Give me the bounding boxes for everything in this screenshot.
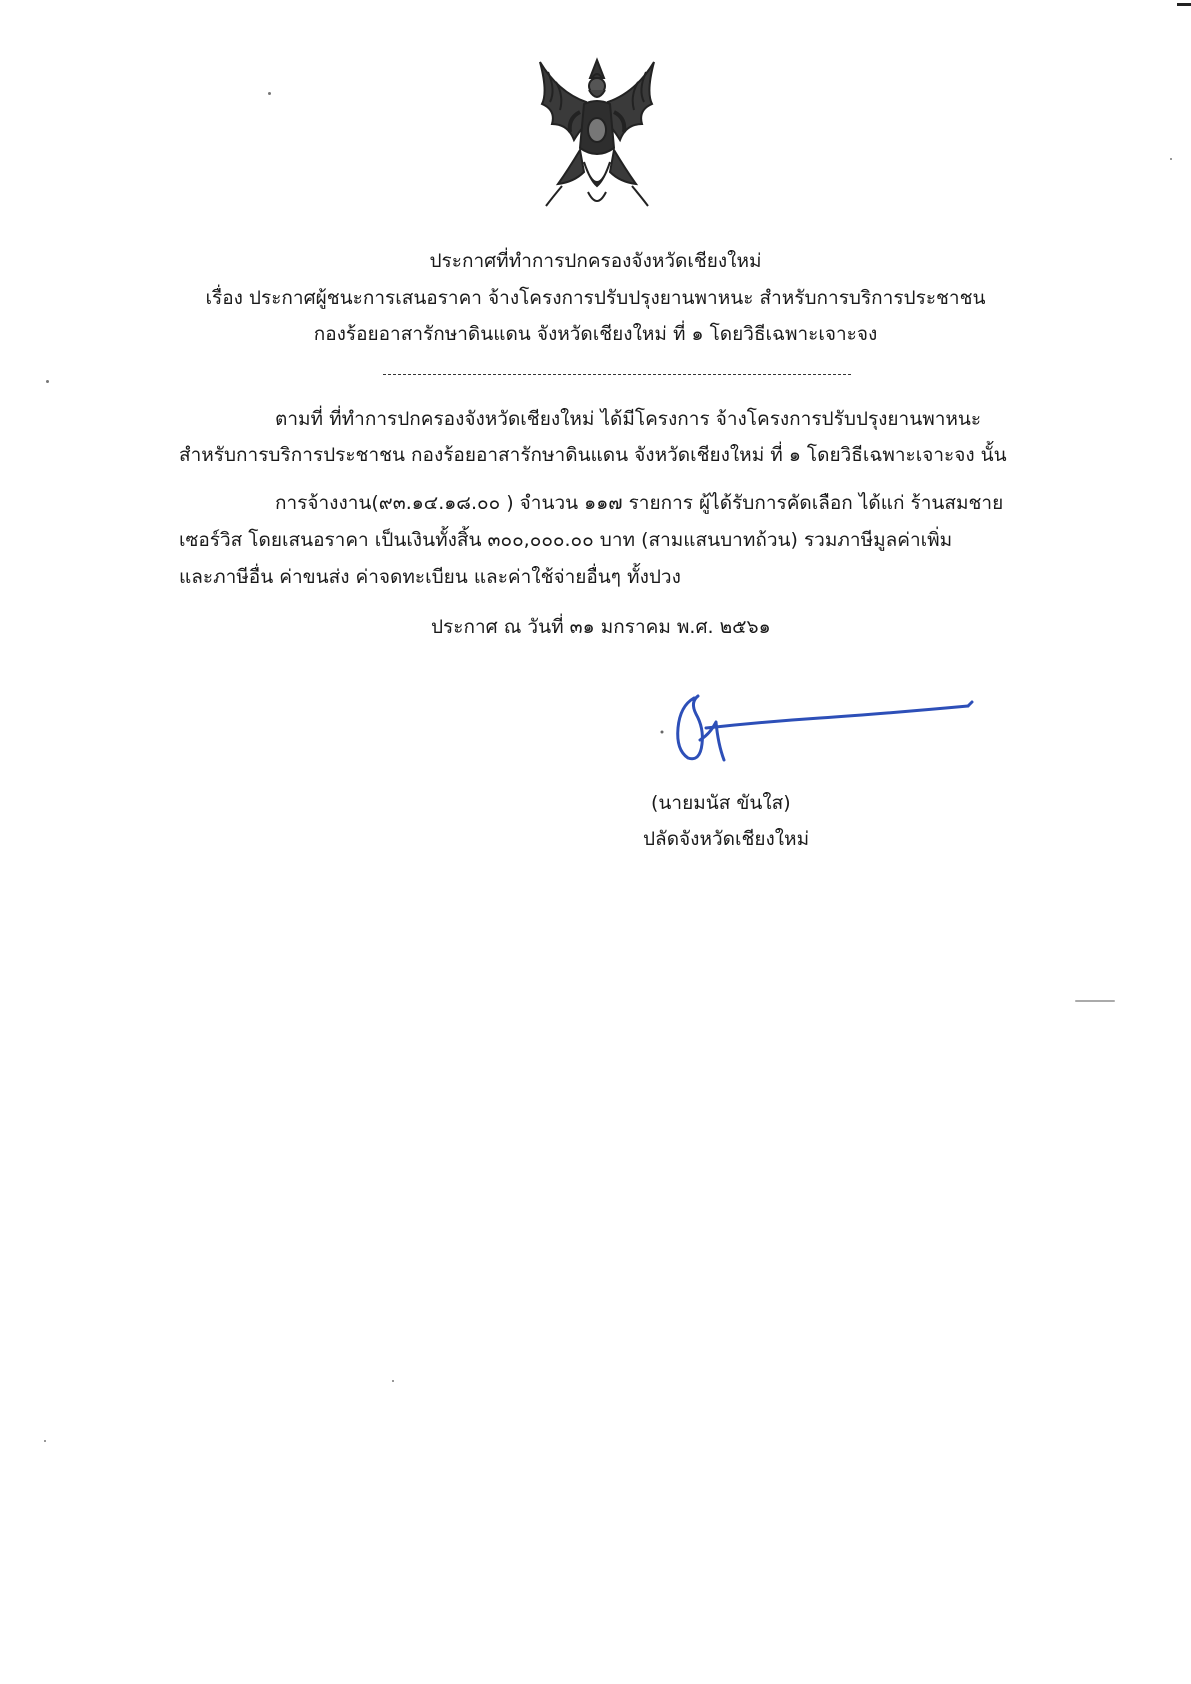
signatory-position: ปลัดจังหวัดเชียงใหม่: [643, 828, 810, 850]
announcement-date: ประกาศ ณ วันที่ ๓๑ มกราคม พ.ศ. ๒๕๖๑: [431, 616, 771, 638]
paragraph-1-line-1: ตามที่ ที่ทำการปกครองจังหวัดเชียงใหม่ ได้มีโครงการ จ้างโครงการปรับปรุงยานพาหนะ: [275, 408, 982, 430]
paragraph-2-line-2: เซอร์วิส โดยเสนอราคา เป็นเงินทั้งสิ้น ๓๐๐,๐๐๐.๐๐ บาท (สามแสนบาทถ้วน) รวมภาษีมูลค่าเพิ่ม: [179, 529, 953, 551]
scan-speck: [1170, 158, 1172, 160]
paragraph-2-line-1: การจ้างงาน(๙๓.๑๔.๑๘.๐๐ ) จำนวน ๑๑๗ รายการ ผู้ได้รับการคัดเลือก ได้แก่ ร้านสมชาย: [275, 492, 1004, 514]
paragraph-1-line-2: สำหรับการบริการประชาชน กองร้อยอาสารักษาดินแดน จังหวัดเชียงใหม่ ที่ ๑ โดยวิธีเฉพาะเจาะจง นั้น: [179, 444, 1007, 466]
handwritten-signature-icon: [650, 688, 980, 784]
announcement-subject-line-1: เรื่อง ประกาศผู้ชนะการเสนอราคา จ้างโครงการปรับปรุงยานพาหนะ สำหรับการบริการประชาชน: [205, 287, 986, 309]
announcement-heading: ประกาศที่ทำการปกครองจังหวัดเชียงใหม่: [429, 250, 762, 272]
scan-smudge: [1075, 1000, 1115, 1002]
scan-speck: [46, 380, 49, 383]
scan-edge-mark: [1177, 3, 1191, 6]
scan-speck: [392, 1380, 394, 1382]
scan-speck: [44, 1440, 46, 1442]
signatory-name: (นายมนัส ขันใส): [651, 792, 791, 814]
paragraph-2-line-3: และภาษีอื่น ค่าขนส่ง ค่าจดทะเบียน และค่าใช้จ่ายอื่นๆ ทั้งปวง: [179, 566, 681, 588]
heading-divider: [383, 374, 851, 375]
scan-speck: [268, 92, 271, 95]
announcement-subject-line-2: กองร้อยอาสารักษาดินแดน จังหวัดเชียงใหม่ ที่ ๑ โดยวิธีเฉพาะเจาะจง: [313, 323, 878, 345]
garuda-emblem-icon: [528, 52, 666, 212]
